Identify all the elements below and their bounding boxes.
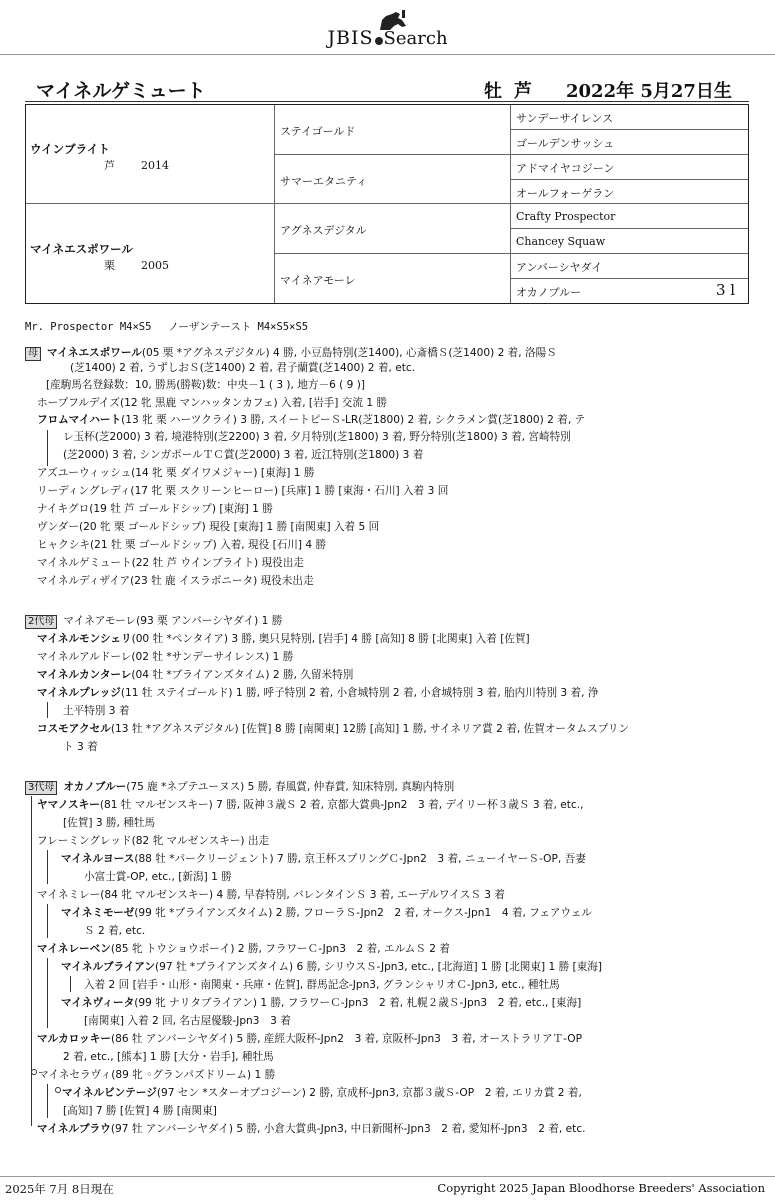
list-item: ヴンダー(20 牝 栗 ゴールドシップ) 現役 [東海] 1 勝 [南関東] 入着 5 回 — [37, 521, 380, 533]
list-item: マイネミモーゼ(99 牝 *ブライアンズタイム) 2 勝, フローラＳ-Jpn2 2 着, オークス-Jpn1 4 着, フェアウェル — [61, 907, 592, 919]
ggp-4: オールフォーゲラン — [516, 187, 615, 200]
list-item: 土平特別 3 着 — [63, 705, 130, 717]
logo-jbis: JBIS — [327, 27, 374, 49]
sire-cell — [30, 141, 169, 173]
footer-copyright: Copyright 2025 Japan Bloodhorse Breeders' Association — [437, 1181, 765, 1195]
ring-icon — [31, 1069, 37, 1075]
list-item: [南関東] 入着 2 回, 名古屋優駿-Jpn3 3 着 — [84, 1015, 291, 1027]
list-item: ヒャクシキ(21 牡 栗 ゴールドシップ) 入着, 現役 [石川] 4 勝 — [37, 539, 327, 551]
list-item: レ玉杯(芝2000) 3 着, 境港特別(芝2200) 3 着, 夕月特別(芝1800) 3 着, 野分特別(芝1800) 3 着, 宮崎特別 — [63, 431, 571, 443]
horse-color: 芦 — [514, 81, 532, 102]
list-item: ヤマノスキー(81 牡 マルゼンスキー) 7 勝, 阪神３歳Ｓ 2 着, 京都大賞典-Jpn2 3 着, デイリー杯３歳Ｓ 3 着, etc., — [37, 799, 584, 811]
list-item: マイネルビンテージ(97 セン *スターオブコジーン) 2 勝, 京成杯-Jpn3, 京都３歳Ｓ-OP 2 着, エリカ賞 2 着, — [55, 1087, 582, 1100]
list-item: マイネルヨース(88 牡 *パークリージェント) 7 勝, 京王杯スプリングＣ-Jpn2 3 着, ニューイヤーＳ-OP, 吾妻 — [61, 853, 586, 865]
list-item: [産駒馬名登録数：10, 勝馬(勝鞍)数：中央－1 ( 3 ), 地方－6 ( 9 )] — [46, 379, 366, 391]
list-item: [高知] 7 勝 [佐賀] 4 勝 [南関東] — [63, 1105, 217, 1117]
ggp-8: オカノブルー — [516, 286, 582, 299]
list-item: マイネルアルドーレ(02 牡 *サンデーサイレンス) 1 勝 — [37, 651, 294, 663]
sire-year: 2014 — [141, 159, 169, 172]
dam2-badge: 2代母 — [25, 615, 57, 629]
list-item: アズユーウィッシュ(14 牝 栗 ダイワメジャー) [東海] 1 勝 — [37, 467, 315, 479]
list-item: マルカロッキー(86 牡 アンバーシヤダイ) 5 勝, 産經大阪杯-Jpn2 3 着, 京阪杯-Jpn3 3 着, オーストラリアＴ-OP — [37, 1033, 583, 1045]
list-item: Ｓ 2 着, etc. — [84, 925, 146, 937]
list-item: マイネルディザイア(23 牡 鹿 イスラボニータ) 現役未出走 — [37, 575, 314, 587]
footer-date: 2025年 7月 8日現在 — [5, 1182, 114, 1196]
list-item: マイネヴィータ(99 牝 ナリタブライアン) 1 勝, フラワーＣ-Jpn3 2 着, 札幌２歳Ｓ-Jpn3 2 着, etc., [東海] — [61, 997, 582, 1009]
title-divider — [25, 101, 749, 102]
dam-badge: 母 — [25, 347, 41, 361]
gp-4: マイネアモーレ — [280, 274, 356, 287]
list-item: フレーミングレッド(82 牝 マルゼンスキー) 出走 — [37, 835, 270, 847]
list-item: マイネセラヴィ(89 牝 ◦グランパズドリーム) 1 勝 — [31, 1069, 275, 1082]
list-item: ト 3 着 — [63, 741, 98, 753]
header-divider — [0, 54, 775, 55]
footer-divider — [0, 1176, 775, 1177]
ring-icon — [55, 1087, 61, 1093]
list-item: 2代母 マイネアモーレ(93 栗 アンバーシヤダイ) 1 勝 — [25, 615, 282, 629]
dam3-badge: 3代母 — [25, 781, 57, 795]
pedigree-table — [25, 104, 749, 304]
dam-color: 栗 — [104, 259, 115, 272]
list-item: マイネルカンターレ(04 牡 *ブライアンズタイム) 2 勝, 久留米特別 — [37, 669, 354, 681]
horse-sex: 牡 — [484, 81, 502, 102]
logo-horse-icon — [376, 10, 410, 32]
family-number: 3 l — [716, 281, 736, 299]
logo-ball-icon — [375, 37, 383, 45]
list-item: 小富士賞-OP, etc., [新潟] 1 勝 — [84, 871, 232, 883]
ggp-1: サンデーサイレンス — [516, 112, 614, 125]
list-item: マイネミレー(84 牝 マルゼンスキー) 4 勝, 早春特別, バレンタインＳ 3 着, エーデルワイスＳ 3 着 — [37, 889, 505, 901]
inbreeding-info: Mr. Prospector M4×S5 ノーザンテースト M4×S5×S5 — [25, 321, 309, 333]
list-item: マイネルモンシェリ(00 牡 *ペンタイア) 3 勝, 奥只見特別, [岩手] 4 勝 [高知] 8 勝 [北関東] 入着 [佐賀] — [37, 633, 530, 645]
ggp-5: Crafty Prospector — [516, 210, 616, 223]
dam-cell — [30, 241, 169, 273]
dam-year: 2005 — [141, 259, 169, 272]
gp-1: ステイゴールド — [280, 125, 356, 138]
list-item: 2 着, etc., [熊本] 1 勝 [大分・岩手], 種牡馬 — [63, 1051, 274, 1063]
list-item: フロムマイハート(13 牝 栗 ハーツクライ) 3 勝, スイートピーＳ-LR(芝1800) 2 着, シクラメン賞(芝1800) 2 着, テ — [37, 414, 586, 426]
list-item: [佐賀] 3 勝, 種牡馬 — [63, 817, 156, 829]
list-item: マイネルゲミュート(22 牡 芦 ウインブライト) 現役出走 — [37, 557, 304, 569]
list-item: (芝2000) 3 着, シンガポールＴＣ賞(芝2000) 3 着, 近江特別(芝1800) 3 着 — [63, 449, 424, 461]
list-item: マイネレーベン(85 牝 トウショウボーイ) 2 勝, フラワーＣ-Jpn3 2 着, エルムＳ 2 着 — [37, 943, 450, 955]
gp-3: アグネスデジタル — [280, 224, 367, 237]
list-item: マイネルブラウ(97 牡 アンバーシヤダイ) 5 勝, 小倉大賞典-Jpn3, 中日新聞杯-Jpn3 2 着, 愛知杯-Jpn3 2 着, etc. — [37, 1123, 586, 1135]
gp-2: サマーエタニティ — [280, 175, 368, 188]
sire-name: ウインブライト — [30, 142, 110, 156]
logo-search: Search — [383, 28, 448, 49]
dam-name: マイネエスポワール — [30, 242, 133, 256]
sire-color: 芦 — [104, 159, 115, 172]
list-item: 入着 2 回 [岩手・山形・南関東・兵庫・佐賀], 群馬記念-Jpn3, グランシャリオＣ-Jpn3, etc., 種牡馬 — [84, 979, 560, 991]
list-item: リーディングレディ(17 牝 栗 スクリーンヒーロー) [兵庫] 1 勝 [東海・石川] 入着 3 回 — [37, 485, 449, 497]
list-item: コスモアクセル(13 牡 *アグネスデジタル) [佐賀] 8 勝 [南関東] 12勝 [高知] 1 勝, サイネリア賞 2 着, 佐賀オータムスプリン — [37, 723, 630, 735]
list-item: ナイキグロ(19 牡 芦 ゴールドシップ) [東海] 1 勝 — [37, 503, 273, 515]
list-item: 母 マイネエスポワール(05 栗 *アグネスデジタル) 4 勝, 小豆島特別(芝1400), 心斎橋Ｓ(芝1400) 2 着, 洛陽Ｓ — [25, 347, 557, 361]
ggp-7: アンバーシヤダイ — [516, 261, 603, 274]
ggp-6: Chancey Squaw — [516, 235, 606, 248]
list-item: マイネルブライアン(97 牡 *ブライアンズタイム) 6 勝, シリウスＳ-Jpn3, etc., [北海道] 1 勝 [北関東] 1 勝 [東海] — [61, 961, 603, 973]
ggp-3: アドマイヤコジーン — [516, 162, 615, 175]
list-item: (芝1400) 2 着, うずしおＳ(芝1400) 2 着, 君子蘭賞(芝1400) 2 着, etc. — [70, 362, 416, 374]
list-item: ホープフルデイズ(12 牝 黒鹿 マンハッタンカフェ) 入着, [岩手] 交流 1 勝 — [37, 397, 388, 409]
list-item: マイネルプレッジ(11 牡 ステイゴールド) 1 勝, 呼子特別 2 着, 小倉城特別 2 着, 小倉城特別 3 着, 胎内川特別 3 着, 浄 — [37, 687, 599, 699]
ggp-2: ゴールデンサッシュ — [516, 137, 615, 150]
horse-name: マイネルゲミュート — [36, 80, 206, 102]
list-item: 3代母 オカノブルー(75 鹿 *ネプテユーヌス) 5 勝, 春風賞, 仲春賞, 知床特別, 真駒内特別 — [25, 781, 454, 795]
horse-birthdate: 2022年 5月27日生 — [566, 81, 732, 102]
